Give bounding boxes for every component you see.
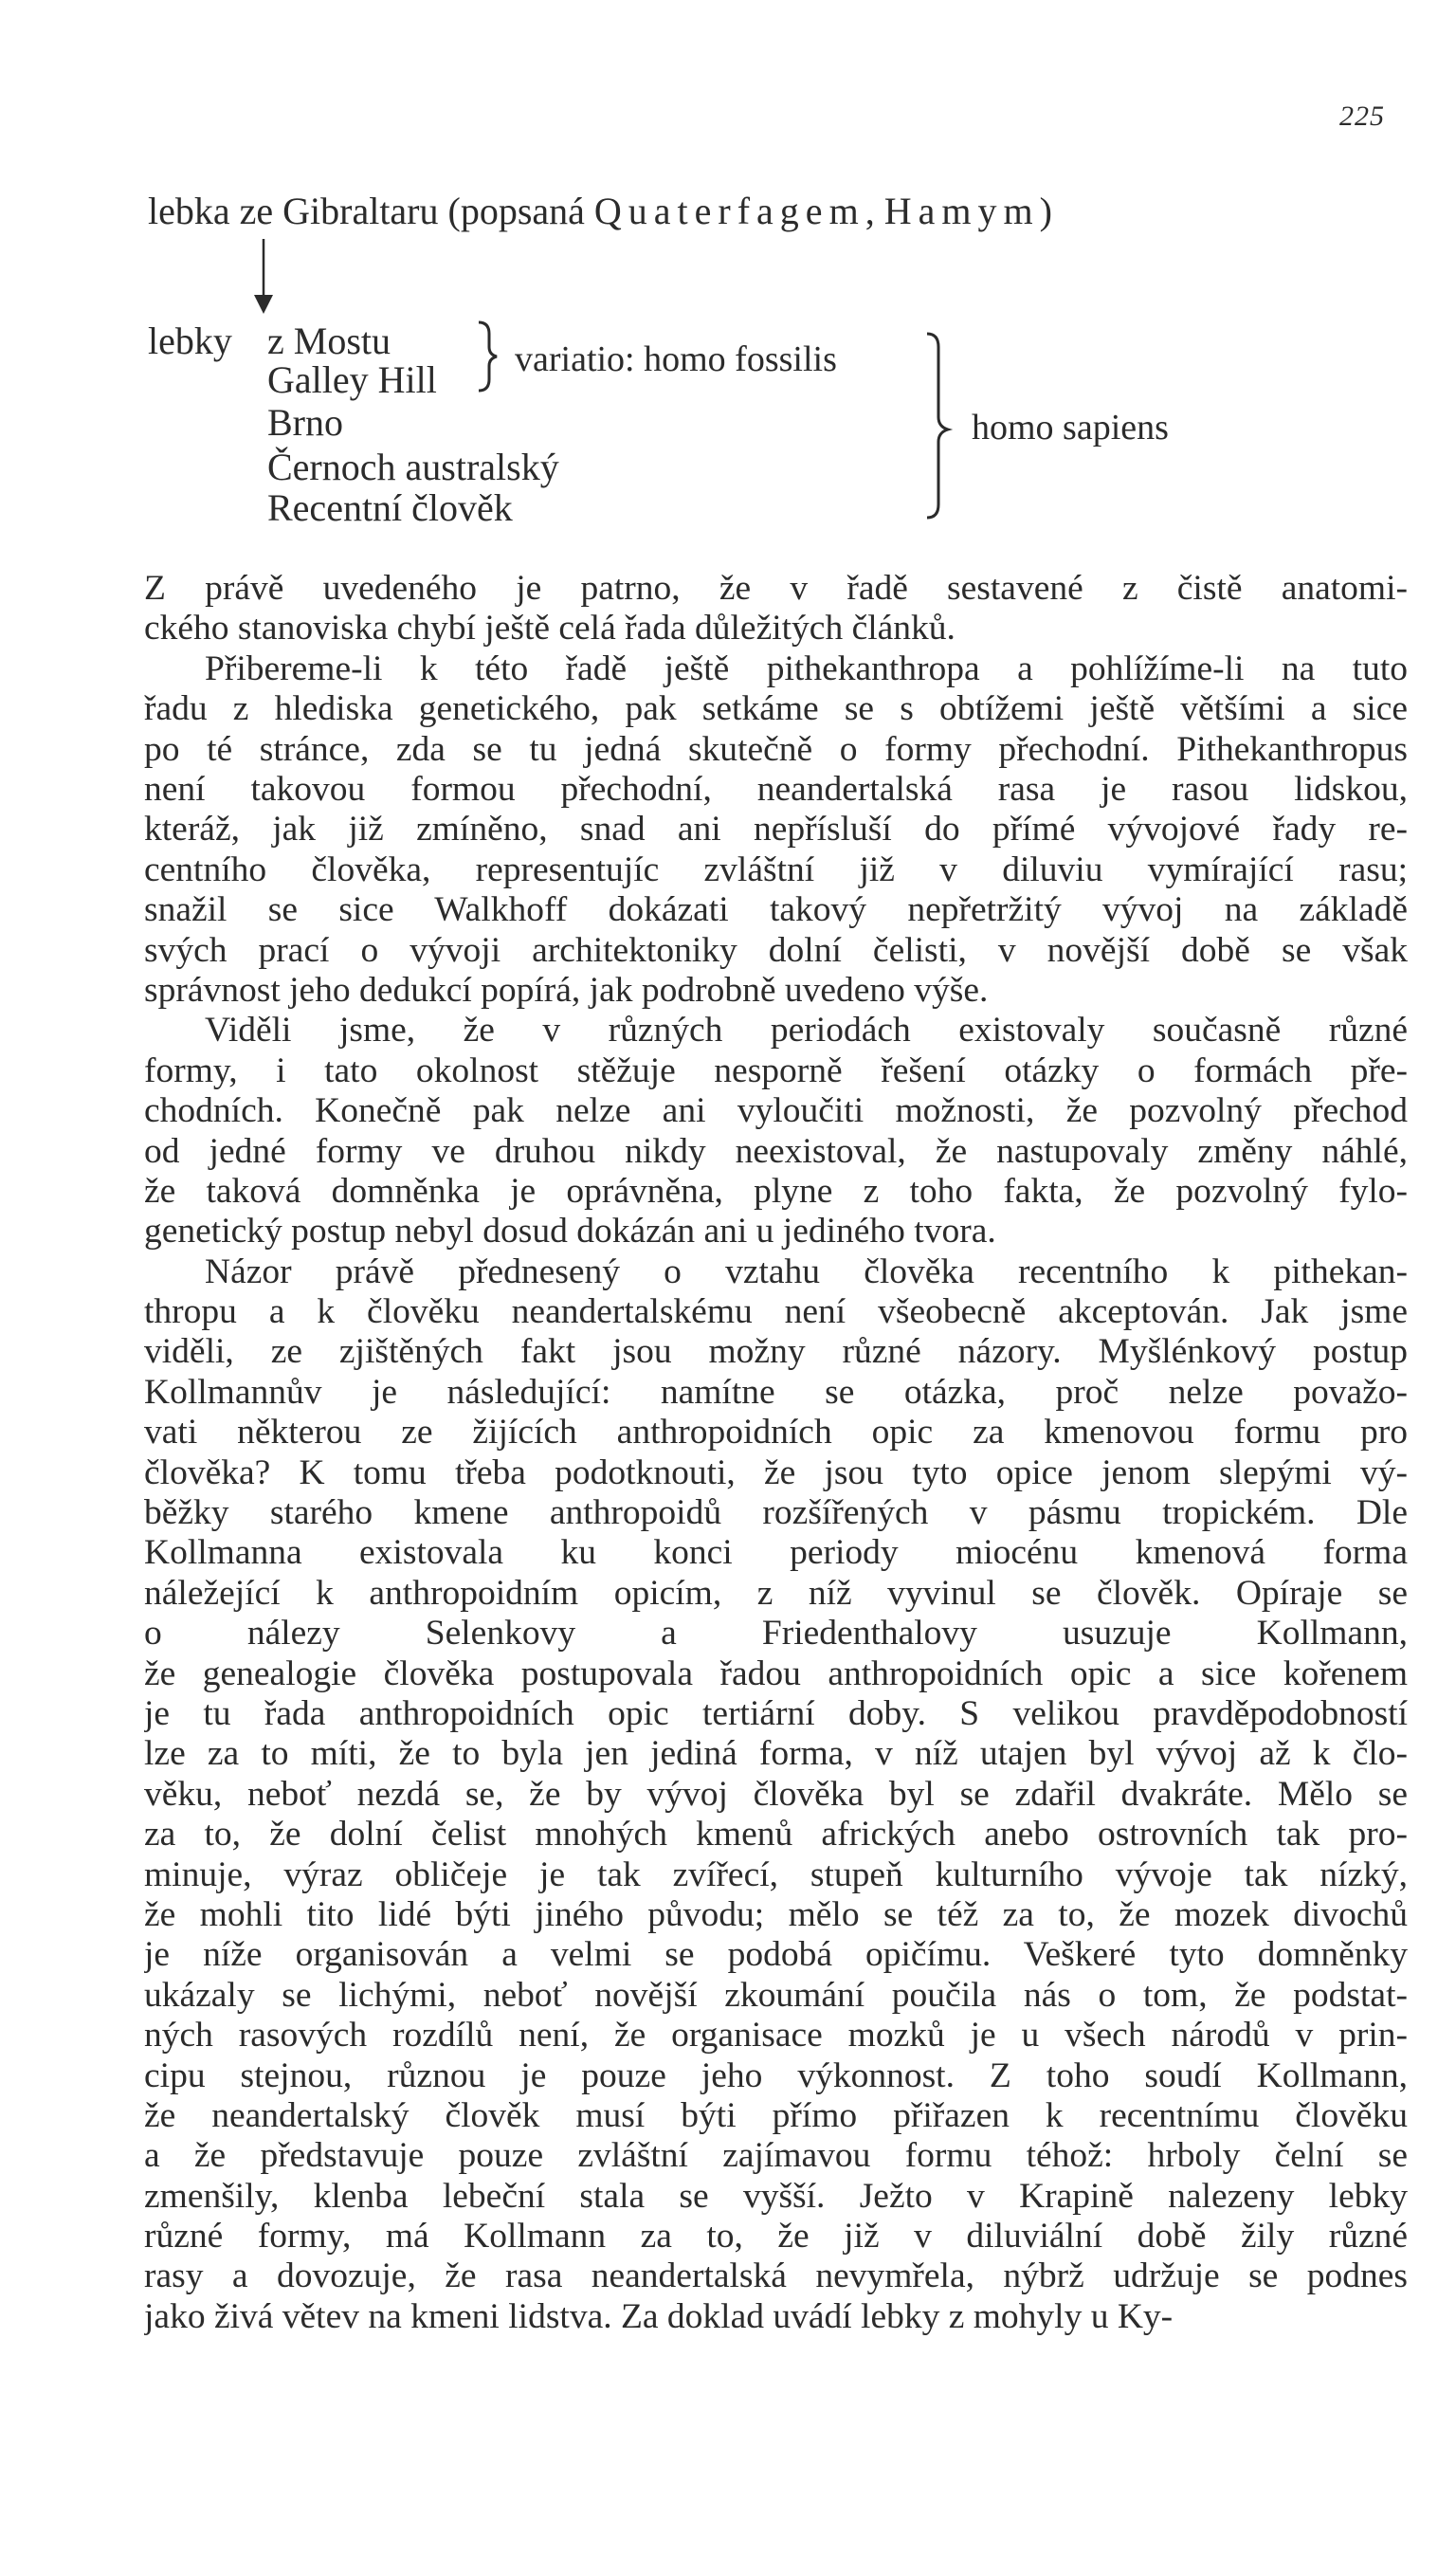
text-line: ných rasových rozdílů není, že organisace mozků je u všech národů v prin-	[144, 2016, 1408, 2056]
text-line: vati některou ze žijících anthropoidních opic za kmenovou formu pro	[144, 1413, 1408, 1453]
text-line: člověka? K tomu třeba podotknouti, že jsou tyto opice jenom slepými vý-	[144, 1453, 1408, 1492]
author-quaterfage: Quaterfagem	[593, 190, 865, 232]
variatio-label: variatio: homo fossilis	[515, 339, 837, 379]
text-line: Z právě uvedeného je patrno, že v řadě sestavené z čistě anatomi-	[144, 569, 1408, 608]
text-line: Kollmanna existovala ku konci periody miocénu kmenová forma	[144, 1533, 1408, 1573]
text-line: věku, neboť nezdá se, že by vývoj člověka byl se zdařil dvakráte. Mělo se	[144, 1774, 1408, 1814]
text-line: různé formy, má Kollmann za to, že již v diluviální době žily různé	[144, 2217, 1408, 2257]
paragraph	[144, 569, 1408, 649]
text-line: není takovou formou přechodní, neandertalská rasa je rasou lidskou,	[144, 769, 1408, 809]
text-line: thropu a k člověku neandertalskému není všeobecně akceptován. Jak jsme	[144, 1292, 1408, 1332]
text-line: viděli, ze zjištěných fakt jsou možny různé názory. Myšlénkový postup	[144, 1332, 1408, 1372]
brace-variatio	[479, 322, 497, 391]
paragraph	[144, 1011, 1408, 1252]
body-text	[144, 569, 1408, 2337]
text-line: Názor právě přednesený o vztahu člověka recentního k pithekan-	[205, 1252, 1408, 1291]
text-line: o nálezy Selenkovy a Friedenthalovy usuzuje Kollmann,	[144, 1614, 1408, 1654]
text-line: chodních. Konečně pak nelze ani vyloučiti možnosti, že pozvolný přechod	[144, 1091, 1408, 1131]
text-line: lze za to míti, že to byla jen jediná forma, v níž utajen byl vývoj až k člo-	[144, 1734, 1408, 1774]
text-line: Kollmannův je následující: namítne se otázka, proč nelze považo-	[144, 1372, 1408, 1412]
paragraph	[144, 649, 1408, 1012]
text-line: snažil se sice Walkhoff dokázati takový nepřetržitý vývoj na základě	[144, 890, 1408, 930]
paragraph	[144, 1252, 1408, 2338]
top-line-suffix: )	[1039, 190, 1052, 232]
item-galley-hill: Galley Hill	[267, 358, 437, 401]
page-number: 225	[1339, 100, 1385, 132]
text-line: náležející k anthropoidním opicím, z níž vyvinul se člověk. Opíraje se	[144, 1573, 1408, 1613]
lebky-label: lebky	[148, 320, 232, 362]
item-recentni-clovek: Recentní člověk	[267, 486, 513, 529]
text-line: že mohli tito lidé býti jiného původu; mělo se též za to, že mozek divochů	[144, 1894, 1408, 1934]
top-line-comma: ,	[864, 190, 884, 232]
text-line: Přibereme-li k této řadě ještě pithekanthropa a pohlížíme-li na tuto	[205, 649, 1408, 688]
text-line: že taková domněnka je oprávněna, plyne z toho fakta, že pozvolný fylo-	[144, 1171, 1408, 1211]
text-line: a že představuje pouze zvláštní zajímavou formu téhož: hrboly čelní se	[144, 2136, 1408, 2176]
arrow-head	[254, 295, 273, 314]
text-line: minuje, výraz obličeje je tak zvířecí, stupeň kulturního vývoje tak nízký,	[144, 1855, 1408, 1894]
text-line: cipu stejnou, různou je pouze jeho výkonnost. Z toho soudí Kollmann,	[144, 2056, 1408, 2095]
diagram-lines	[0, 0, 1456, 569]
text-line: centního člověka, representujíc zvláštní již v diluviu vymírající rasu;	[144, 850, 1408, 889]
top-line-prefix: lebka ze Gibraltaru (popsaná	[148, 190, 594, 232]
text-line: za to, že dolní čelist mnohých kmenů afrických anebo ostrovních tak pro-	[144, 1815, 1408, 1855]
item-cernoch-australsky: Černoch australský	[267, 446, 559, 488]
text-line: od jedné formy ve druhou nikdy neexistoval, že nastupovaly změny náhlé,	[144, 1131, 1408, 1171]
text-line: že neandertalský člověk musí býti přímo přiřazen k recentnímu člověku	[144, 2095, 1408, 2135]
text-line: je níže organisován a velmi se podobá opičímu. Veškeré tyto domněnky	[144, 1935, 1408, 1975]
author-hamy: Hamym	[883, 190, 1040, 232]
text-line: Viděli jsme, že v různých periodách existovaly současně různé	[205, 1011, 1408, 1051]
text-line: rasy a dovozuje, že rasa neandertalská nevymřela, nýbrž udržuje se podnes	[144, 2257, 1408, 2296]
text-line: genetický postup nebyl dosud dokázán ani u jediného tvora.	[144, 1212, 996, 1252]
text-line: správnost jeho dedukcí popírá, jak podrobně uvedeno výše.	[144, 970, 989, 1010]
item-brno: Brno	[267, 401, 343, 444]
homo-sapiens-label: homo sapiens	[972, 408, 1169, 448]
lineage-diagram	[0, 0, 1456, 569]
text-line: formy, i tato okolnost stěžuje nesporně řešení otázky o formách pře-	[144, 1051, 1408, 1090]
brace-homo-sapiens	[927, 334, 948, 518]
text-line: že genealogie člověka postupovala řadou anthropoidních opic a sice kořenem	[144, 1654, 1408, 1693]
text-line: kteráž, jak již zmíněno, snad ani nepřísluší do přímé vývojové řady re-	[144, 810, 1408, 850]
text-line: jako živá větev na kmeni lidstva. Za doklad uvádí lebky z mohyly u Ky-	[144, 2296, 1174, 2336]
text-line: svých prací o vývoji architektoniky dolní čelisti, v novější době se však	[144, 930, 1408, 970]
text-line: je tu řada anthropoidních opic tertiární doby. S velikou pravděpodobností	[144, 1693, 1408, 1733]
text-line: po té stránce, zda se tu jedná skutečně o formy přechodní. Pithekanthropus	[144, 729, 1408, 769]
text-line: běžky starého kmene anthropoidů rozšířených v pásmu tropickém. Dle	[144, 1493, 1408, 1533]
text-line: řadu z hlediska genetického, pak setkáme se s obtížemi ještě většími a sice	[144, 689, 1408, 729]
text-line: zmenšily, klenba lebeční stala se vyšší. Ježto v Krapině nalezeny lebky	[144, 2176, 1408, 2216]
text-line: ckého stanoviska chybí ještě celá řada důležitých článků.	[144, 609, 956, 649]
item-z-mostu: z Mostu	[267, 320, 391, 362]
text-line: ukázaly se lichými, neboť novější zkoumání poučila nás o tom, že podstat-	[144, 1975, 1408, 2015]
